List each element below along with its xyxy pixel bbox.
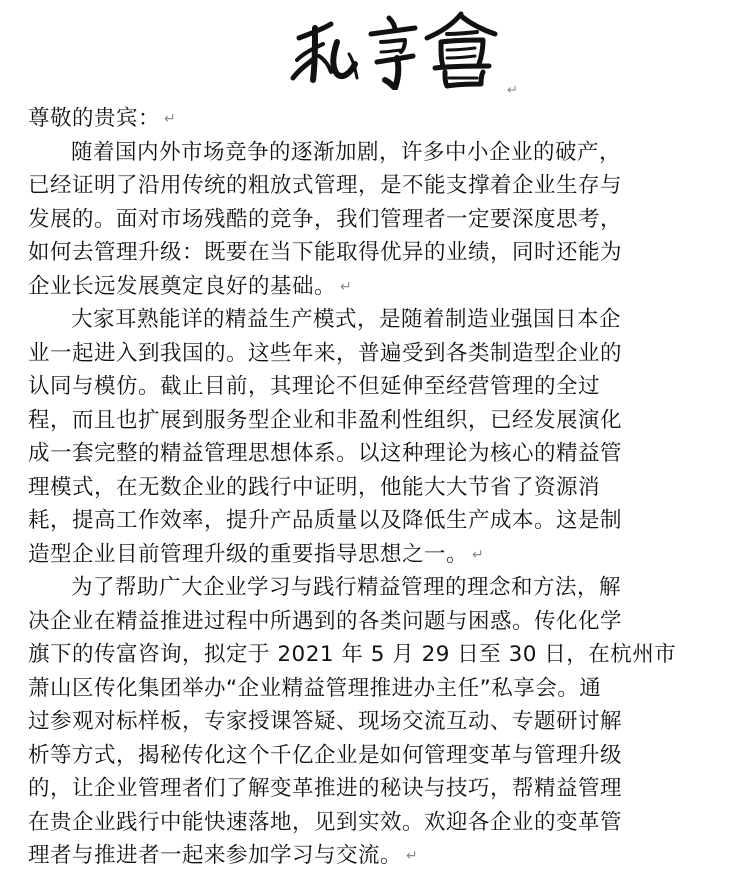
paragraph-2-line: 成一套完整的精益管理思想体系。以这种理论为核心的精益管 <box>28 441 623 466</box>
calligraphy-glyph-si <box>293 24 357 80</box>
paragraph-2-line: 大家耳熟能详的精益生产模式，是随着制造业强国日本企 <box>71 307 622 332</box>
paragraph-1-line: 发展的。面对市场残酷的竞争，我们管理者一定要深度思考， <box>28 206 623 232</box>
paragraph-3-line: 在贵企业践行中能快速落地，见到实效。欢迎各企业的变革管 <box>28 809 623 835</box>
calligraphy-glyph-xiang <box>371 18 415 88</box>
paragraph-2-line: 认同与模仿。截止目前，其理论不但延伸至经营管理的全过 <box>28 374 601 399</box>
paragraph-mark-icon: ↵ <box>406 848 419 864</box>
paragraph-mark-icon: ↵ <box>340 278 353 295</box>
paragraph-2-line: 耗，提高工作效率，提升产品质量以及降低生产成本。这是制 <box>28 508 623 533</box>
calligraphy-title-logo <box>285 8 500 90</box>
paragraph-2-line: 理模式，在无数企业的践行中证明，他能大大节省了资源消 <box>28 474 601 500</box>
letter-header <box>0 0 739 100</box>
paragraph-2-line: 造型企业目前管理升级的重要指导思想之一。 ↵ <box>28 541 485 567</box>
paragraph-2-line: 业一起进入到我国的。这些年来，普遍受到各类制造型企业的 <box>28 340 623 366</box>
paragraph-3-line: 理者与推进者一起来参加学习与交流。 ↵ <box>28 843 419 868</box>
paragraph-3-line: 析等方式，揭秘传化这个千亿企业是如何管理变革与管理升级 <box>28 742 623 768</box>
paragraph-mark-icon: ↵ <box>507 83 518 98</box>
paragraph-3-line: 萧山区传化集团举办“企业精益管理推进办主任”私享会。通 <box>28 675 602 701</box>
paragraph-mark-icon: ↵ <box>164 111 177 127</box>
paragraph-3-line: 过参观对标样板，专家授课答疑、现场交流互动、专题研讨解 <box>28 709 623 734</box>
salutation-line: 尊敬的贵宾： ↵ <box>28 106 177 131</box>
paragraph-3-line: 为了帮助广大企业学习与践行精益管理的理念和方法，解 <box>71 575 622 600</box>
paragraph-1-line: 企业长远发展奠定良好的基础。 ↵ <box>28 273 353 299</box>
paragraph-3-line: 的，让企业管理者们了解变革推进的秘诀与技巧，帮精益管理 <box>28 776 623 801</box>
paragraph-1-line: 已经证明了沿用传统的粗放式管理，是不能支撑着企业生存与 <box>28 173 623 198</box>
paragraph-3-line: 决企业在精益推进过程中所遇到的各类问题与困惑。传化化学 <box>28 608 623 634</box>
paragraph-1-line: 随着国内外市场竞争的逐渐加剧，许多中小企业的破产， <box>71 139 622 165</box>
letter-body <box>28 102 718 873</box>
paragraph-1-line: 如何去管理升级：既要在当下能取得优异的业绩，同时还能为 <box>28 240 623 265</box>
calligraphy-glyph-hui <box>427 14 495 86</box>
paragraph-3-line: 旗下的传富咨询，拟定于 2021 年 5 月 29 日至 30 日，在杭州市 <box>28 642 677 667</box>
paragraph-2-line: 程，而且也扩展到服务型企业和非盈利性组织，已经发展演化 <box>28 407 623 433</box>
paragraph-mark-icon: ↵ <box>472 546 485 563</box>
